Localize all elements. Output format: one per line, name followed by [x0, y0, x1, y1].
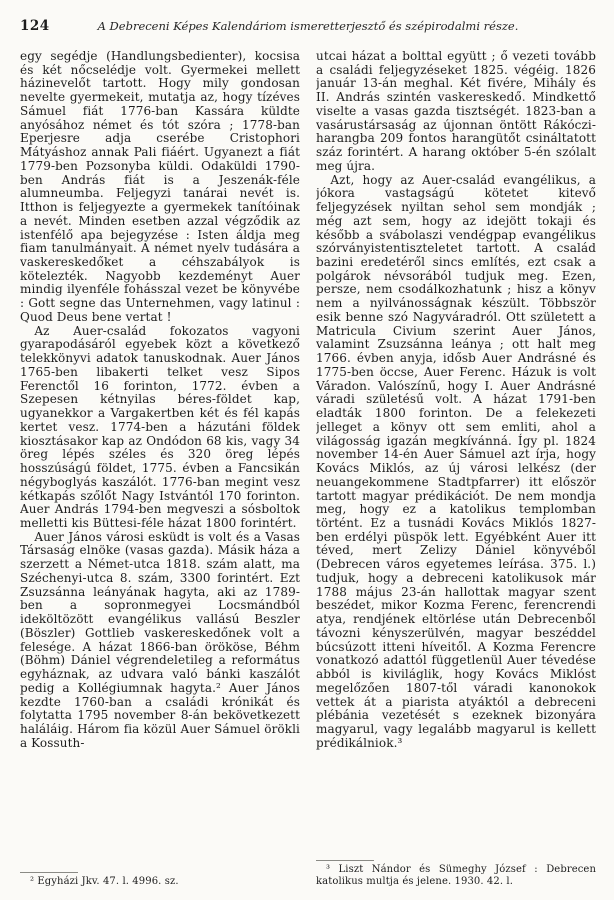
paragraph: Auer János városi esküdt is volt és a Vasas Társaság elnöke (vasas gazda). Másik háza a szerzett a Német-utca 1818. szám alatt, ma Széchenyi-utca 8. szám, 3300 forintért. Ezt Zsuzsánna leányának hagyta, aki az 1789-ben a sopronmegyei Locsmándból ideköltözött evangélikus vallású Beszler (Böszler) Gottlieb vaskereskedőnek volt a felesége. A házat 1866-ban örököse, Béhm (Böhm) Dániel végrendeletileg a református egyháznak, az udvara való bánki kaszálót pedig a Kollégiumnak hagyta.² Auer János kezdte 1760-ban a családi krónikát és folytatta 1795 november 8-án bekövetkezett haláláig. Három fia közül Auer Sámuel örökli a Kossuth-: [20, 529, 300, 750]
paragraph-continuation: utcai házat a bolttal együtt ; ő vezeti tovább a családi feljegyzéseket 1825. végéig. 1826 január 13-án meghal. Két fivére, Mihály és II. András szintén vaskereskedő. Mindkettő viselte a vasas gazda tisztségét. 1823-ban a vasárustársaság az újonnan öntött Rákóczi-harangba 209 fontos harangütőt csináltatott száz forintért. A harang október 5-én szólalt meg újra.: [316, 50, 596, 173]
left-column: [20, 50, 300, 888]
footnote-text: ² Egyházi Jkv. 47. l. 4996. sz.: [30, 875, 179, 887]
paragraph: Az Auer-család fokozatos vagyoni gyarapodásáról egyebek közt a következő telekkönyvi adatok tanuskodnak. Auer János 1765-ben libakerti telket vesz Sipos Ferenctől 16 forinton, 1772. évben a Szepesen kétnyilas béres-földet kap, ugyanekkor a Vargakertben két és fél kapás kertet vesz. 1774-ben a házutáni földek kiosztásakor kap az Ondódon 68 kis, vagy 34 öreg lépés széles és 320 öreg lépés hosszúságú földet, 1775. évben a Fancsikán négyboglyás kaszálót. 1776-ban megint vesz kétkapás szőlőt Nagy Istvántól 170 forinton. Auer András 1794-ben megveszi a sósboltok melletti kis Büttesi-féle házat 1800 forintért.: [20, 323, 300, 530]
text-columns: [20, 50, 596, 888]
right-column: [316, 50, 596, 888]
paragraph-continuation: egy segédje (Handlungsbedienter), kocsisa és két nőcselédje volt. Gyermekei mellett házinevelőt tartott. Hogy mily gondosan nevelte gyermekeit, mutatja az, hogy tízéves Sámuel fiát 1776-ban Kassára küldte anyósához német és tót szóra ; 1778-ban Eperjesre adja cserébe Cristophori Mátyáshoz annak Pali fiáért. Ugyanezt a fiát 1779-ben Pozsonyba küldi. Odaküldi 1790-ben András fiát is a Jeszenák-féle alumneumba. Feljegyzi tanárai nevét is. Itthon is feljegyezte a gyermekek tanítóinak a nevét. Minden esetben azzal végződik az istenfélő apa bejegyzése : Isten áldja meg fiam tanulmányait. A német nyelv tudására a vaskereskedőket a céhszabályok is kötelezték. Nagyobb kezdeményt Auer mindig ilyenféle fohásszal vezet be könyvébe : Gott segne das Unternehmen, vagy latinul : Quod Deus bene vertat !: [20, 50, 300, 324]
footnote-rule: [316, 860, 374, 861]
running-head-title: A Debreceni Képes Kalendáriom ismeretterjesztő és szépirodalmi része.: [97, 19, 519, 33]
footnote-right: [316, 852, 596, 888]
page-number: 124: [20, 18, 50, 34]
paragraph: Azt, hogy az Auer-család evangélikus, a jókora vastagságú kötetet kitevő feljegyzések nyiltan sehol sem mondják ; még azt sem, hogy az idejött tokaji és később a svábolaszi vendégpap evangélikus szórványistentiszteletet tartott. A család bazini eredetéről sincs említés, ezt csak a polgárok névsorából tudjuk meg. Ezen, persze, nem csodálkozhatunk ; hisz a könyv nem a nyilvánosságnak készült. Többször esik benne szó Nagyváradról. Ott született a Matricula Civium szerint Auer János, valamint Zsuzsánna leánya ; ott halt meg 1766. évben anyja, idősb Auer Andrásné és 1775-ben öccse, Auer Ferenc. Házuk is volt Váradon. Valószínű, hogy I. Auer Andrásné váradi születésű volt. A házat 1791-ben eladták 1800 forinton. De a felekezeti jelleget a könyv ott sem emliti, ahol a világosság igazán megkívánná. Így pl. 1824 november 14-én Auer Sámuel azt írja, hogy Kovács Miklós, az új városi lelkész (der neuangekommene Stadtpfarrer) itt először tartott magyar prédikációt. De nem mondja meg, hogy ez a katolikus templomban történt. Ez a tusnádi Kovács Miklós 1827-ben erdélyi püspök lett. Egyébként Auer itt téved, mert Zelizy Dániel könyvéből (Debrecen város egyetemes leírása. 375. l.) tudjuk, hogy a debreceni katolikusok már 1788 május 23-án hallottak magyar szent beszédet, mikor Kozma Ferenc, ferencrendi atya, rendjének eltörlése után Debrecenből távozni kényszerülvén, magyar beszéddel búcsúzott itteni híveitől. A Kozma Ferencre vonatkozó adattól függetlenül Auer tévedése abból is kiviláglik, hogy Kovács Miklóst megelőzően 1807-től váradi kanonokok vettek át a piarista atyáktól a debreceni plébánia vezetését s ezeknek bizonyára magyarul, vagy legalább magyarul is kellett prédikálniok.³: [316, 172, 596, 750]
footnote-text: ³ Liszt Nándor és Sümeghy József : Debrecen katolikus multja és jelene. 1930. 42. l.: [316, 863, 596, 887]
running-head: [20, 18, 596, 34]
footnote-rule: [20, 872, 78, 873]
footnote-left: [20, 864, 300, 888]
